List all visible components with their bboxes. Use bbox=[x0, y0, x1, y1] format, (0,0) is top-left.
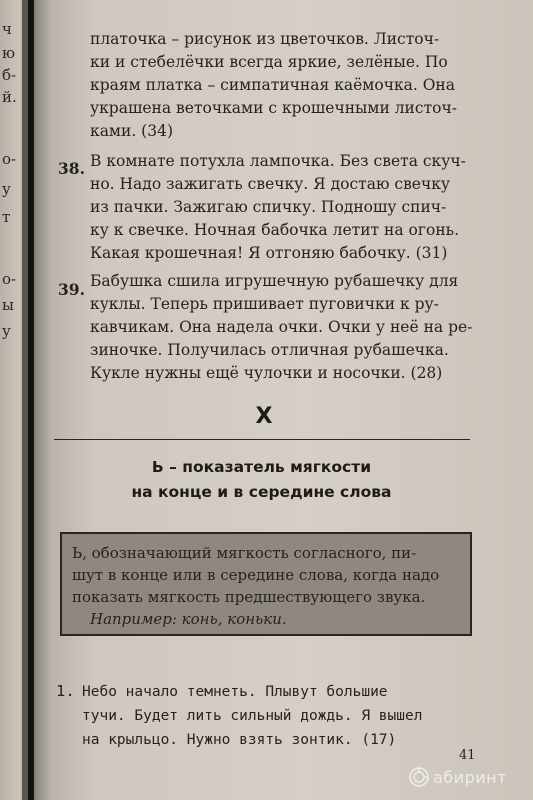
text-line: но. Надо зажигать свечку. Я достаю свечку bbox=[90, 175, 451, 193]
watermark bbox=[408, 762, 528, 792]
text-line: из пачки. Зажигаю спичку. Подношу спич- bbox=[90, 198, 447, 216]
left-page-fragment: ы bbox=[2, 296, 14, 314]
text-line: Небо начало темнеть. Плывут большие bbox=[82, 684, 388, 700]
rule-line: шут в конце или в середине слова, когда надо bbox=[72, 566, 440, 584]
left-page-fragment: о- bbox=[2, 270, 17, 288]
section-numeral: X bbox=[255, 404, 273, 429]
text-line: Бабушка сшила игрушечную рубашечку для bbox=[90, 272, 459, 290]
text-line: зиночке. Получилась отличная рубашечка. bbox=[90, 341, 449, 359]
text-line: Кукле нужны ещё чулочки и носочки. (28) bbox=[90, 364, 443, 382]
book-page bbox=[34, 0, 533, 800]
rule-line: показать мягкость предшествующего звука. bbox=[72, 588, 426, 606]
text-line: на крыльцо. Нужно взять зонтик. (17) bbox=[82, 732, 397, 748]
rule-box bbox=[60, 532, 472, 636]
left-page-fragment: ю bbox=[2, 44, 16, 62]
text-line: ками. (34) bbox=[90, 122, 173, 140]
left-page-fragment: й. bbox=[2, 88, 17, 106]
text-line: ку к свечке. Ночная бабочка летит на огонь. bbox=[90, 221, 460, 239]
exercise-number-38: 38. bbox=[58, 159, 85, 178]
exercise-1-text bbox=[82, 680, 422, 752]
watermark-text: абиринт bbox=[433, 767, 507, 787]
rule-text bbox=[72, 542, 439, 630]
exercise-number-1: 1. bbox=[56, 682, 75, 700]
rule-example: Например: конь, коньки. bbox=[90, 610, 287, 628]
text-line: куклы. Теперь пришивает пуговички к ру- bbox=[90, 295, 439, 313]
text-line: тучи. Будет лить сильный дождь. Я вышел bbox=[82, 708, 423, 724]
left-page-fragment: у bbox=[2, 180, 11, 198]
text-line: ки и стебелёчки всегда яркие, зелёные. По bbox=[90, 53, 448, 71]
page-number: 41 bbox=[459, 748, 476, 763]
paragraph-38 bbox=[90, 150, 466, 265]
text-line: Какая крошечная! Я отгоняю бабочку. (31) bbox=[90, 244, 448, 262]
left-page-fragment: о- bbox=[2, 150, 17, 168]
left-page-fragment: б- bbox=[2, 66, 17, 84]
section-divider bbox=[54, 439, 470, 440]
paragraph-37-continuation bbox=[90, 28, 457, 143]
section-title-line: Ь – показатель мягкости bbox=[151, 458, 372, 476]
left-page-fragment: у bbox=[2, 322, 11, 340]
labirint-logo-icon bbox=[408, 766, 430, 788]
text-line: кавчикам. Она надела очки. Очки у неё на ре- bbox=[90, 318, 473, 336]
rule-line: Ь, обозначающий мягкость согласного, пи- bbox=[72, 544, 417, 562]
exercise-number-39: 39. bbox=[58, 280, 85, 299]
section-title bbox=[34, 455, 489, 505]
left-page-fragment: ч bbox=[2, 20, 12, 38]
section-title-line: на конце и в середине слова bbox=[131, 483, 392, 501]
text-line: краям платка – симпатичная каёмочка. Она bbox=[90, 76, 456, 94]
left-page-fragment: т bbox=[2, 208, 11, 226]
text-line: украшена веточками с крошечными листоч- bbox=[90, 99, 457, 117]
paragraph-39 bbox=[90, 270, 472, 385]
text-line: В комнате потухла лампочка. Без света скуч- bbox=[90, 152, 466, 170]
text-line: платочка – рисунок из цветочков. Листоч- bbox=[90, 30, 440, 48]
book-gutter-shadow bbox=[22, 0, 52, 800]
